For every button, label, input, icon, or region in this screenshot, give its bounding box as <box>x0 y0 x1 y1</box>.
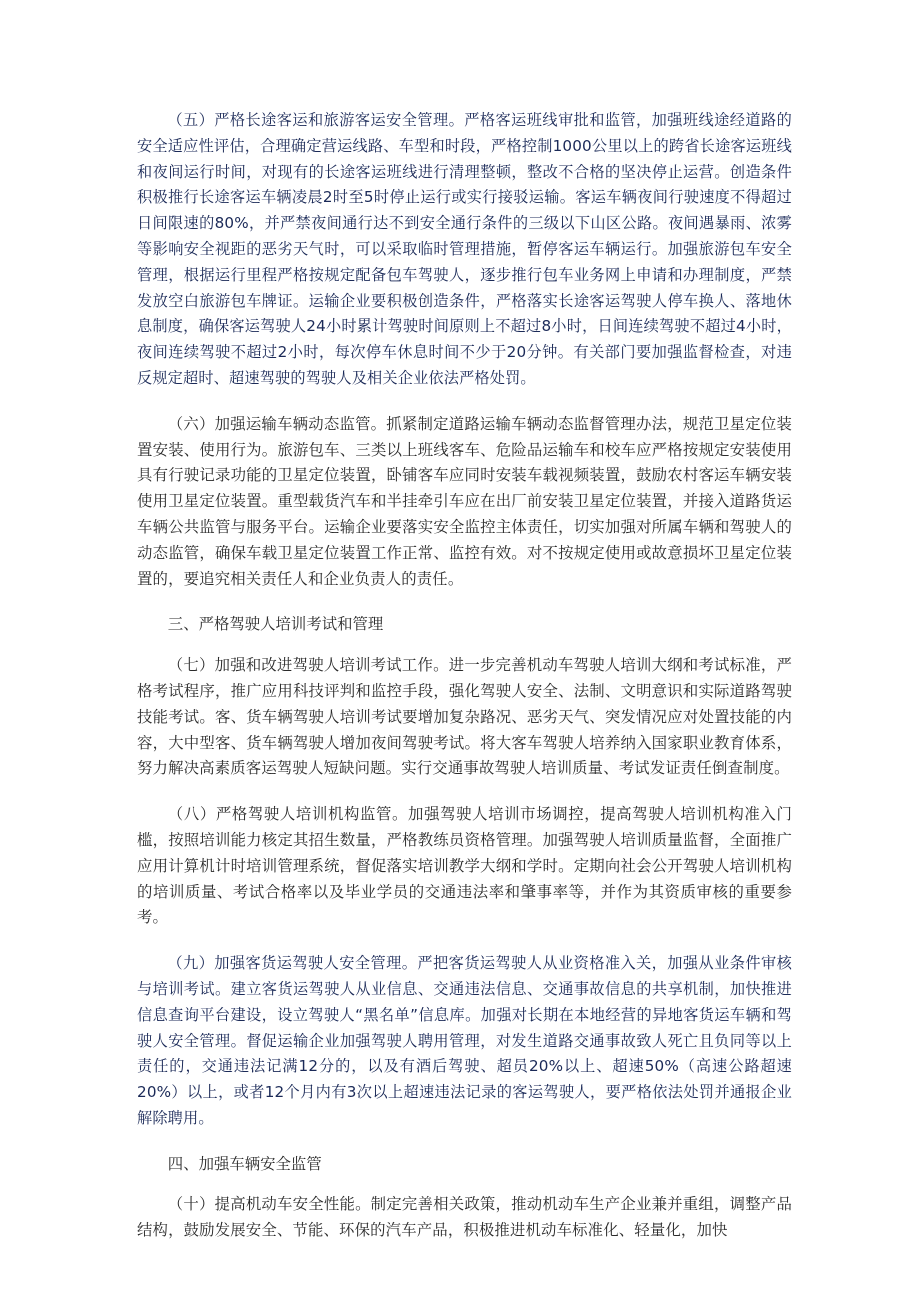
paragraph-10: （十）提高机动车安全性能。制定完善相关政策，推动机动车生产企业兼并重组，调整产品结构，鼓励发展安全、节能、环保的汽车产品，积极推进机动车标准化、轻量化，加快 <box>137 1195 792 1240</box>
section-heading-3: 三、严格驾驶人培训考试和管理 <box>167 615 384 634</box>
paragraph-5: （五）严格长途客运和旅游客运安全管理。严格客运班线审批和监管，加强班线途经道路的安全适应性评估，合理确定营运线路、车型和时段，严格控制1000公里以上的跨省长途客运班线和夜间运行时间，对现有的长途客运班线进行清理整顿，整改不合格的坚决停止运营。创造条件积极推行长途客运车辆凌晨2时至5时停止运行或实行接驳运输。客运车辆夜间行驶速度不得超过日间限速的80%，并严禁夜间通行达不到安全通行条件的三级以下山区公路。夜间遇暴雨、浓雾等影响安全视距的恶劣天气时，可以采取临时管理措施，暂停客运车辆运行。加强旅游包车安全管理，根据运行里程严格按规定配备包车驾驶人，逐步推行包车业务网上申请和办理制度，严禁发放空白旅游包车牌证。运输企业要积极创造条件，严格落实长途客运驾驶人停车换人、落地休息制度，确保客运驾驶人24小时累计驾驶时间原则上不超过8小时，日间连续驾驶不超过4小时，夜间连续驾驶不超过2小时，每次停车休息时间不少于20分钟。有关部门要加强监督检查，对违反规定超时、超速驾驶的驾驶人及相关企业依法严格处罚。 <box>137 111 792 387</box>
paragraph-9: （九）加强客货运驾驶人安全管理。严把客货运驾驶人从业资格准入关，加强从业条件审核与培训考试。建立客货运驾驶人从业信息、交通违法信息、交通事故信息的共享机制，加快推进信息查询平台建设，设立驾驶人“黑名单”信息库。加强对长期在本地经营的异地客货运车辆和驾驶人安全管理。督促运输企业加强驾驶人聘用管理，对发生道路交通事故致人死亡且负同等以上责任的，交通违法记满12分的，以及有酒后驾驶、超员20%以上、超速50%（高速公路超速20%）以上，或者12个月内有3次以上超速违法记录的客运驾驶人，要严格依法处罚并通报企业解除聘用。 <box>137 954 792 1127</box>
paragraph-6: （六）加强运输车辆动态监管。抓紧制定道路运输车辆动态监督管理办法，规范卫星定位装置安装、使用行为。旅游包车、三类以上班线客车、危险品运输车和校车应严格按规定安装使用具有行驶记录功能的卫星定位装置，卧铺客车应同时安装车载视频装置，鼓励农村客运车辆安装使用卫星定位装置。重型载货汽车和半挂牵引车应在出厂前安装卫星定位装置，并接入道路货运车辆公共监管与服务平台。运输企业要落实安全监控主体责任，切实加强对所属车辆和驾驶人的动态监管，确保车载卫星定位装置工作正常、监控有效。对不按规定使用或故意损坏卫星定位装置的，要追究相关责任人和企业负责人的责任。 <box>137 414 792 588</box>
section-heading-4: 四、加强车辆安全监管 <box>167 1154 322 1173</box>
paragraph-7: （七）加强和改进驾驶人培训考试工作。进一步完善机动车驾驶人培训大纲和考试标准，严格考试程序，推广应用科技评判和监控手段，强化驾驶人安全、法制、文明意识和实际道路驾驶技能考试。客、货车辆驾驶人培训考试要增加复杂路况、恶劣天气、突发情况应对处置技能的内容，大中型客、货车辆驾驶人增加夜间驾驶考试。将大客车驾驶人培养纳入国家职业教育体系，努力解决高素质客运驾驶人短缺问题。实行交通事故驾驶人培训质量、考试发证责任倒查制度。 <box>137 656 792 778</box>
paragraph-8: （八）严格驾驶人培训机构监管。加强驾驶人培训市场调控，提高驾驶人培训机构准入门槛，按照培训能力核定其招生数量，严格教练员资格管理。加强驾驶人培训质量监督，全面推广应用计算机计时培训管理系统，督促落实培训教学大纲和学时。定期向社会公开驾驶人培训机构的培训质量、考试合格率以及毕业学员的交通违法率和肇事率等，并作为其资质审核的重要参考。 <box>137 805 792 927</box>
